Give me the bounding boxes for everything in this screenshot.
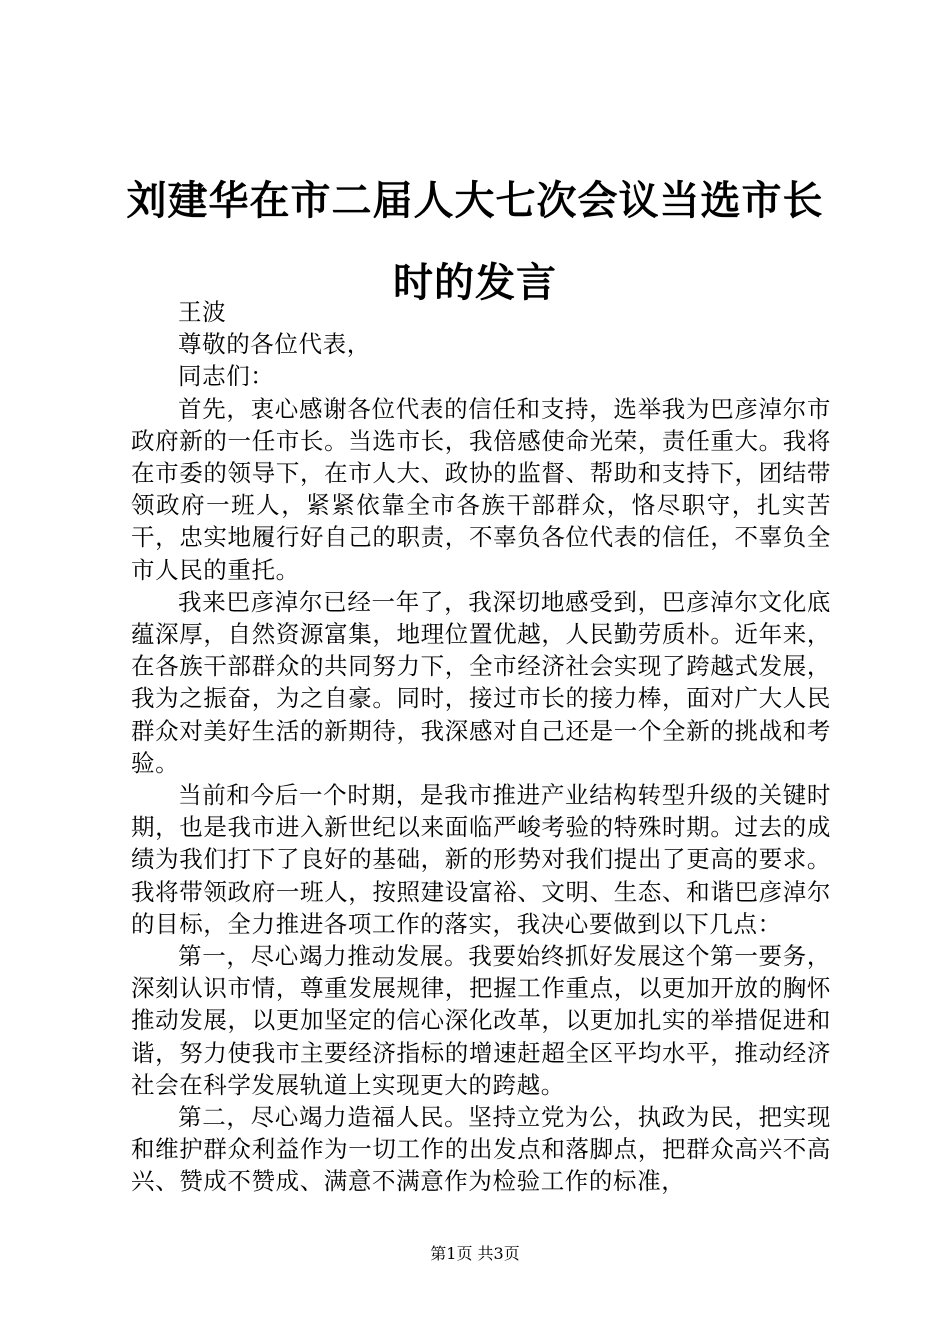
body-paragraph: 当前和今后一个时期，是我市推进产业结构转型升级的关键时期，也是我市进入新世纪以来面临严峻考验的特殊时期。过去的成绩为我们打下了良好的基础，新的形势对我们提出了更高的要求。我将带领政府一班人，按照建设富裕、文明、生态、和谐巴彦淖尔的目标，全力推进各项工作的落实，我决心要做到以下几点： <box>131 781 831 938</box>
body-paragraph: 我来巴彦淖尔已经一年了，我深切地感受到，巴彦淖尔文化底蕴深厚，自然资源富集，地理位置优越，人民勤劳质朴。近年来，在各族干部群众的共同努力下，全市经济社会实现了跨越式发展，我为之振奋，为之自豪。同时，接过市长的接力棒，面对广大人民群众对美好生活的新期待，我深感对自己还是一个全新的挑战和考验。 <box>131 587 831 777</box>
page-footer: 第1页 共3页 <box>430 1244 520 1263</box>
salutation-line: 尊敬的各位代表， <box>178 330 371 359</box>
document-body <box>131 296 831 1198</box>
body-paragraph: 第一，尽心竭力推动发展。我要始终抓好发展这个第一要务，深刻认识市情，尊重发展规律，把握工作重点，以更加开放的胸怀推动发展，以更加坚定的信心深化改革，以更加扎实的举措促进和谐，努力使我市主要经济指标的增速赶超全区平均水平，推动经济社会在科学发展轨道上实现更大的跨越。 <box>131 942 831 1099</box>
body-paragraph: 首先，衷心感谢各位代表的信任和支持，选举我为巴彦淖尔市政府新的一任市长。当选市长，我倍感使命光荣，责任重大。我将在市委的领导下，在市人大、政协的监督、帮助和支持下，团结带领政府一班人，紧紧依靠全市各族干部群众，恪尽职守，扎实苦干，忠实地履行好自己的职责，不辜负各位代表的信任，不辜负全市人民的重托。 <box>131 394 831 584</box>
body-paragraph: 第二，尽心竭力造福人民。坚持立党为公，执政为民，把实现和维护群众利益作为一切工作的出发点和落脚点，把群众高兴不高兴、赞成不赞成、满意不满意作为检验工作的标准， <box>131 1103 831 1196</box>
document-title: 刘建华在市二届人大七次会议当选市长时的发言 <box>126 177 824 306</box>
author-line: 王波 <box>178 298 227 326</box>
salutation-line: 同志们： <box>178 362 275 391</box>
